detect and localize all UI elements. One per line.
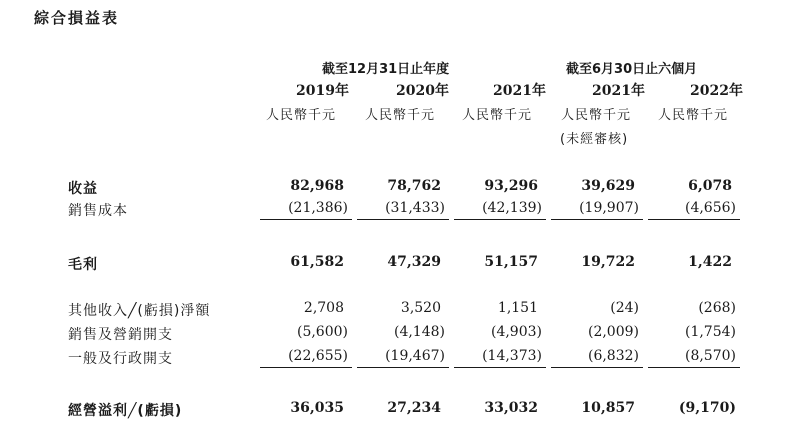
cell-selling-2022-interim: (1,754) bbox=[684, 324, 736, 340]
statement-title: 綜合損益表 bbox=[34, 9, 120, 27]
unit-header-4: 人民幣千元 bbox=[561, 108, 632, 123]
year-header-2022-interim: 2022年 bbox=[690, 83, 743, 99]
cell-admin-2020: (19,467) bbox=[385, 348, 445, 364]
cell-opprofit-2022-interim: (9,170) bbox=[678, 400, 736, 416]
cell-other-2021: 1,151 bbox=[497, 300, 538, 316]
year-header-2019: 2019年 bbox=[296, 83, 349, 99]
cell-opprofit-2021-interim: 10,857 bbox=[581, 400, 635, 416]
row-label-gross-profit: 毛利 bbox=[68, 257, 98, 273]
cell-cost-2020: (31,433) bbox=[385, 200, 445, 216]
subtotal-rule bbox=[551, 367, 643, 368]
unit-header-2: 人民幣千元 bbox=[365, 108, 436, 123]
row-label-revenue: 收益 bbox=[68, 181, 98, 197]
cell-selling-2021: (4,903) bbox=[490, 324, 542, 340]
cell-other-2022-interim: (268) bbox=[698, 300, 736, 316]
cell-cost-2019: (21,386) bbox=[288, 200, 348, 216]
subtotal-rule bbox=[260, 219, 352, 220]
unit-header-1: 人民幣千元 bbox=[266, 108, 337, 123]
cell-opprofit-2020: 27,234 bbox=[387, 400, 441, 416]
cell-opprofit-2021: 33,032 bbox=[484, 400, 538, 416]
cell-revenue-2022-interim: 6,078 bbox=[688, 178, 732, 194]
column-group-six-months: 截至6月30日止六個月 bbox=[566, 62, 698, 77]
unit-header-3: 人民幣千元 bbox=[462, 108, 533, 123]
cell-cost-2021: (42,139) bbox=[482, 200, 542, 216]
cell-revenue-2019: 82,968 bbox=[290, 178, 344, 194]
column-group-annual: 截至12月31日止年度 bbox=[322, 62, 450, 77]
cell-gross-2021: 51,157 bbox=[484, 254, 538, 270]
row-label-operating-profit: 經營溢利╱(虧損) bbox=[68, 403, 183, 419]
cell-selling-2021-interim: (2,009) bbox=[587, 324, 639, 340]
cell-other-2020: 3,520 bbox=[400, 300, 441, 316]
subtotal-rule bbox=[357, 219, 449, 220]
year-header-2021: 2021年 bbox=[493, 83, 546, 99]
cell-admin-2021: (14,373) bbox=[482, 348, 542, 364]
subtotal-rule bbox=[454, 367, 546, 368]
cell-admin-2021-interim: (6,832) bbox=[587, 348, 639, 364]
subtotal-rule bbox=[454, 219, 546, 220]
cell-admin-2019: (22,655) bbox=[288, 348, 348, 364]
cell-revenue-2021: 93,296 bbox=[484, 178, 538, 194]
subtotal-rule bbox=[357, 367, 449, 368]
cell-opprofit-2019: 36,035 bbox=[290, 400, 344, 416]
row-label-other-income: 其他收入╱(虧損)淨額 bbox=[68, 303, 211, 319]
year-header-2021-interim: 2021年 bbox=[592, 83, 645, 99]
row-label-admin-expenses: 一般及行政開支 bbox=[68, 351, 173, 367]
subtotal-rule bbox=[260, 367, 352, 368]
subtotal-rule bbox=[648, 219, 740, 220]
cell-revenue-2021-interim: 39,629 bbox=[581, 178, 635, 194]
row-label-cost-of-sales: 銷售成本 bbox=[68, 203, 128, 219]
row-label-selling-expenses: 銷售及營銷開支 bbox=[68, 327, 173, 343]
cell-gross-2021-interim: 19,722 bbox=[581, 254, 635, 270]
year-header-2020: 2020年 bbox=[396, 83, 449, 99]
unaudited-note: (未經審核) bbox=[560, 132, 629, 147]
cell-gross-2022-interim: 1,422 bbox=[688, 254, 732, 270]
cell-gross-2020: 47,329 bbox=[387, 254, 441, 270]
cell-selling-2020: (4,148) bbox=[393, 324, 445, 340]
cell-other-2019: 2,708 bbox=[303, 300, 344, 316]
subtotal-rule bbox=[648, 367, 740, 368]
unit-header-5: 人民幣千元 bbox=[658, 108, 729, 123]
cell-admin-2022-interim: (8,570) bbox=[684, 348, 736, 364]
cell-selling-2019: (5,600) bbox=[296, 324, 348, 340]
cell-cost-2021-interim: (19,907) bbox=[579, 200, 639, 216]
subtotal-rule bbox=[551, 219, 643, 220]
cell-cost-2022-interim: (4,656) bbox=[684, 200, 736, 216]
cell-revenue-2020: 78,762 bbox=[387, 178, 441, 194]
cell-gross-2019: 61,582 bbox=[290, 254, 344, 270]
cell-other-2021-interim: (24) bbox=[610, 300, 639, 316]
